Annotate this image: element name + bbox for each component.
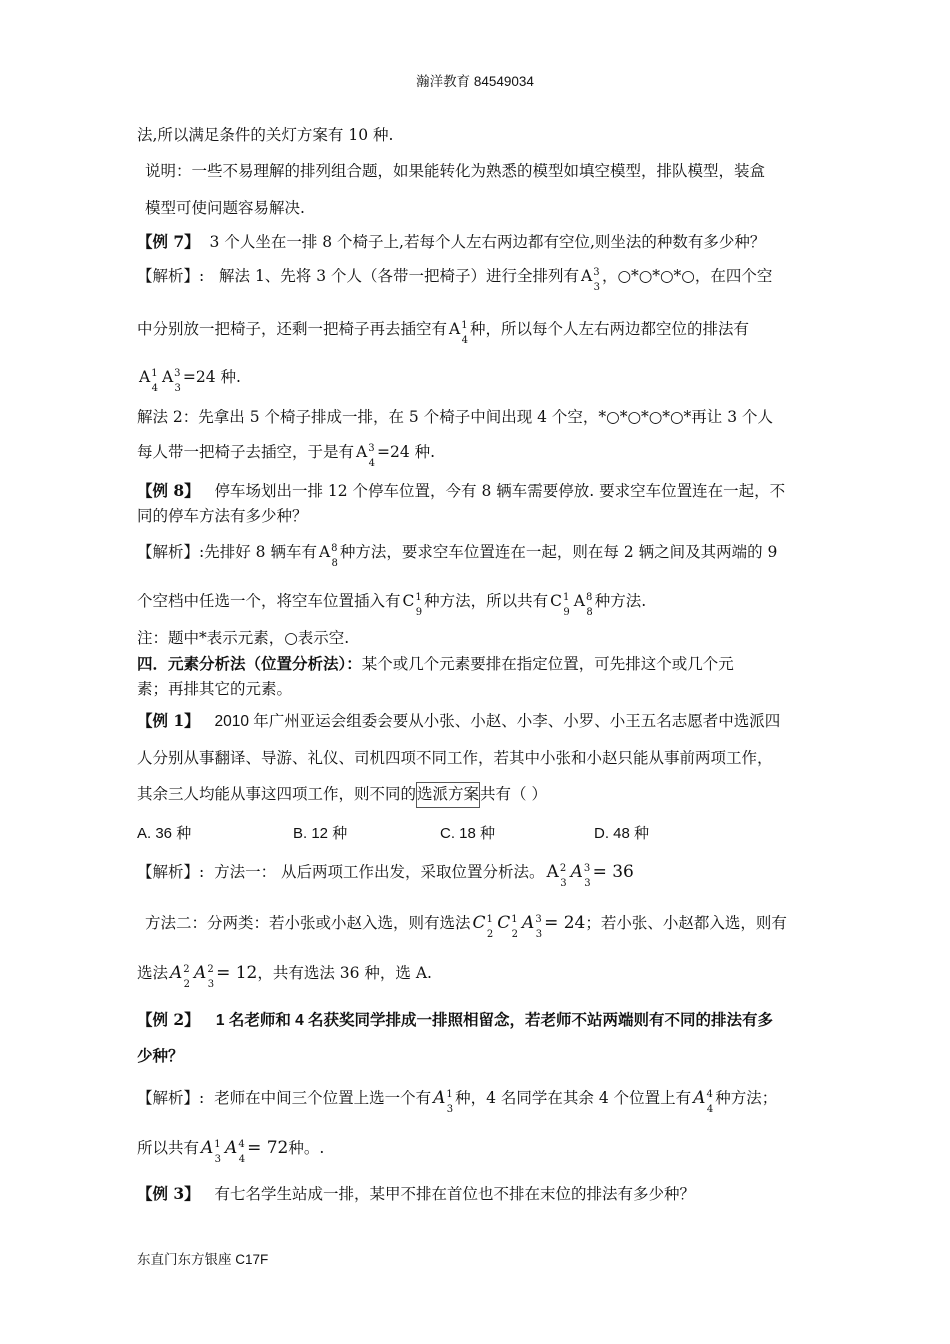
math-term: $A^3_3$ <box>570 862 591 889</box>
example-label: 【例 1】 <box>137 711 200 730</box>
text-line: 法,所以满足条件的关灯方案有 10 种. <box>137 126 394 144</box>
example-label: 【例 7】 <box>137 232 200 251</box>
math-term: $C^1_9$ <box>550 592 570 618</box>
math-term: $A^3_3$ <box>522 913 543 940</box>
text-line: 模型可使问题容易解决. <box>145 199 305 217</box>
example-7: 【例 7】 3 个人坐在一排 8 个椅子上,若每个人左右两边都有空位,则坐法的种数有多少种？ <box>137 232 766 251</box>
math-term: $A^1_3$ <box>201 1138 222 1165</box>
page-footer: 东直门东方银座 C17F <box>137 1252 269 1267</box>
text-line: 素；再排其它的元素。 <box>137 680 293 698</box>
text-line: 每人带一把椅子去插空，于是有 $A^3_4=24$ 种. <box>137 443 436 469</box>
option-b: B. 12 种 <box>293 825 348 842</box>
text-line: 人分别从事翻译、导游、礼仪、司机四项不同工作，若其中小张和小赵只能从事前两项工作， <box>137 749 773 767</box>
text-line: 个空档中任选一个，将空车位置插入有 $C^1_9$种方法，所以共有 $C^1_9A^8_8$种方法. <box>137 592 647 618</box>
text-line: 说明：一些不易理解的排列组合题，如果能转化为熟悉的模型如填空模型，排队模型，装盒 <box>145 162 766 180</box>
solution-label: 【解析】: <box>137 543 205 561</box>
math-term: $A^4_4$ <box>693 1088 714 1115</box>
section-4: 四．元素分析法（位置分析法）：某个或几个元素要排在指定位置，可先排这个或几个元 <box>137 654 734 673</box>
math-term: $A^2_3$ <box>194 963 215 990</box>
text-line: 中分别放一把椅子，还剩一把椅子再去插空有 $A^1_4$种，所以每个人左右两边都空位的排法有 <box>137 320 749 346</box>
math-term: $A^3_4$ <box>356 443 375 469</box>
text-line: 方法二：分两类：若小张或小赵入选，则有选法 $C^1_2C^1_2A^3_3= 24$；若小张、小赵都入选，则有 <box>145 913 787 940</box>
section-title: 四．元素分析法（位置分析法）： <box>137 654 362 673</box>
example-7-solution: 【解析】: 解法 1、先将 3 个人（各带一把椅子）进行全排列有 $A^3_3$，○*○*○*○，在四个空 <box>137 267 773 293</box>
example-8: 【例 8】 停车场划出一排 12 个停车位置，今有 8 辆车需要停放. 要求空车位置连在一起，不 <box>137 481 786 500</box>
example-label: 【例 2】 <box>137 1010 200 1029</box>
example-1-solution: 【解析】: 方法一： 从后两项工作出发，采取位置分析法。 $A^2_3A^3_3= 36$ <box>137 862 634 889</box>
page-header: 瀚洋教育 84549034 <box>416 74 534 89</box>
math-term: $C^1_2$ <box>472 913 494 940</box>
example-1: 【例 1】 2010 年广州亚运会组委会要从小张、小赵、小李、小罗、小王五名志愿者中选派四 <box>137 711 781 730</box>
math-term: $A^4_4$ <box>225 1138 246 1165</box>
solution-label: 【解析】: <box>137 1089 205 1107</box>
example-2-solution: 【解析】: 老师在中间三个位置上选一个有 $A^1_3$种，4 名同学在其余 4 个位置上有 $A^4_4$种方法； <box>137 1088 778 1115</box>
option-a: A. 36 种 <box>137 825 192 842</box>
math-term: $A^1_4$ <box>139 368 158 394</box>
note: 注：题中*表示元素，○表示空. <box>137 629 350 647</box>
text-line: 选法 $A^2_2A^2_3= 12$，共有选法 36 种，选 A. <box>137 963 432 990</box>
math-term: $A^2_2$ <box>170 963 191 990</box>
example-label: 【例 8】 <box>137 481 200 500</box>
solution-label: 【解析】: <box>137 863 205 881</box>
text-line: 解法 2：先拿出 5 个椅子排成一排，在 5 个椅子中间出现 4 个空，*○*○*○*○*再让 3 个人 <box>137 408 774 426</box>
solution-label: 【解析】: <box>137 267 205 285</box>
text-line: $A^1_4A^3_3=24$ 种. <box>139 368 241 394</box>
math-term: $A^2_3$ <box>546 862 567 889</box>
highlight-box: 选派方案 <box>416 782 480 808</box>
math-term: $C^1_9$ <box>402 592 423 618</box>
example-8-solution: 【解析】:先排好 8 辆车有 $A^8_8$种方法，要求空车位置连在一起，则在每 2 辆之间及其两端的 9 <box>137 543 778 569</box>
example-3: 【例 3】 有七名学生站成一排，某甲不排在首位也不排在末位的排法有多少种？ <box>137 1184 695 1203</box>
text-line: 同的停车方法有多少种？ <box>137 507 308 525</box>
option-d: D. 48 种 <box>594 825 650 842</box>
math-term: $C^1_2$ <box>497 913 519 940</box>
math-term: $A^3_3$ <box>161 368 181 394</box>
option-c: C. 18 种 <box>440 825 496 842</box>
text-line: 所以共有 $A^1_3A^4_4= 72$种。. <box>137 1138 325 1165</box>
text-line: 少种？ <box>137 1046 184 1065</box>
math-term: $A^1_4$ <box>449 320 468 346</box>
math-term: $A^8_8$ <box>318 543 338 569</box>
math-term: $A^1_3$ <box>433 1088 454 1115</box>
example-2: 【例 2】 1 名老师和 4 名获奖同学排成一排照相留念，若老师不站两端则有不同的排法有多 <box>137 1010 774 1029</box>
math-term: $A^8_8$ <box>573 592 593 618</box>
math-term: $A^3_3$ <box>581 267 600 293</box>
text-line: 其余三人均能从事这四项工作，则不同的选派方案共有（ ） <box>137 783 547 805</box>
example-label: 【例 3】 <box>137 1184 200 1203</box>
